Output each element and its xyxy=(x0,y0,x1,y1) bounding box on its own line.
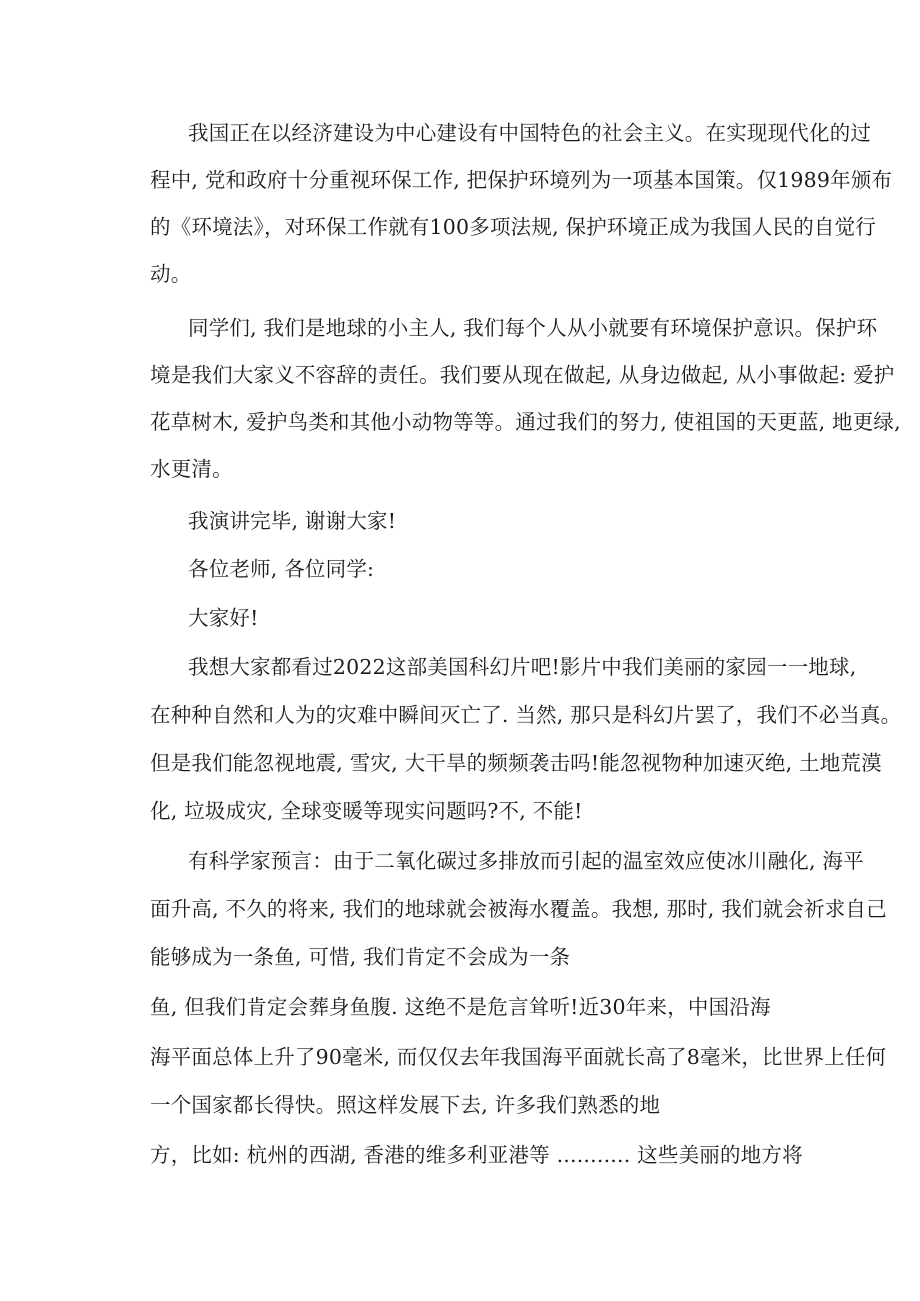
paragraph-line: 面升高, 不久的将来, 我们的地球就会被海水覆盖。我想, 那时, 我们就会祈求自己 xyxy=(150,897,887,921)
paragraph-line: 在种种自然和人为的灾难中瞬间灭亡了. 当然, 那只是科幻片罢了，我们不必当真。 xyxy=(150,703,902,727)
paragraph-line: 方，比如: 杭州的西湖, 香港的维多利亚港等 ........... 这些美丽的地方将 xyxy=(150,1143,803,1167)
paragraph-line: 我国正在以经济建设为中心建设有中国特色的社会主义。在实现现代化的过 xyxy=(188,121,872,145)
paragraph-line: 的《环境法》，对环保工作就有100多项法规, 保护环境正成为我国人民的自觉行 xyxy=(150,215,877,239)
paragraph-line: 鱼, 但我们肯定会葬身鱼腹. 这绝不是危言耸听!近30年来，中国沿海 xyxy=(150,995,771,1019)
closing-line: 我演讲完毕, 谢谢大家! xyxy=(188,509,397,533)
salutation-line: 各位老师, 各位同学: xyxy=(188,557,375,581)
paragraph-line: 化, 垃圾成灾, 全球变暖等现实问题吗?不, 不能! xyxy=(150,799,583,823)
paragraph-line: 海平面总体上升了90毫米, 而仅仅去年我国海平面就长高了8毫米，比世界上任何 xyxy=(150,1045,887,1069)
paragraph-line: 一个国家都长得快。照这样发展下去, 许多我们熟悉的地 xyxy=(150,1093,661,1117)
paragraph-line: 程中, 党和政府十分重视环保工作, 把保护环境列为一项基本国策。仅1989年颁布 xyxy=(150,168,893,192)
paragraph-line: 但是我们能忽视地震, 雪灾, 大干旱的频频袭击吗!能忽视物种加速灭绝, 土地荒漠 xyxy=(150,751,882,775)
paragraph-line: 有科学家预言：由于二氧化碳过多排放而引起的温室效应使冰川融化, 海平 xyxy=(188,849,864,873)
paragraph-line: 境是我们大家义不容辞的责任。我们要从现在做起, 从身边做起, 从小事做起: 爱护 xyxy=(150,363,895,387)
paragraph-line: 我想大家都看过2022这部美国科幻片吧!影片中我们美丽的家园一一地球, xyxy=(188,655,857,679)
paragraph-line: 水更清。 xyxy=(150,457,233,481)
paragraph-line: 同学们, 我们是地球的小主人, 我们每个人从小就要有环境保护意识。保护环 xyxy=(188,316,878,340)
greeting-line: 大家好! xyxy=(188,606,259,630)
paragraph-line: 动。 xyxy=(150,262,192,286)
paragraph-line: 能够成为一条鱼, 可惜, 我们肯定不会成为一条 xyxy=(150,945,571,969)
paragraph-line: 花草树木, 爱护鸟类和其他小动物等等。通过我们的努力, 使祖国的天更蓝, 地更绿, xyxy=(150,410,901,434)
